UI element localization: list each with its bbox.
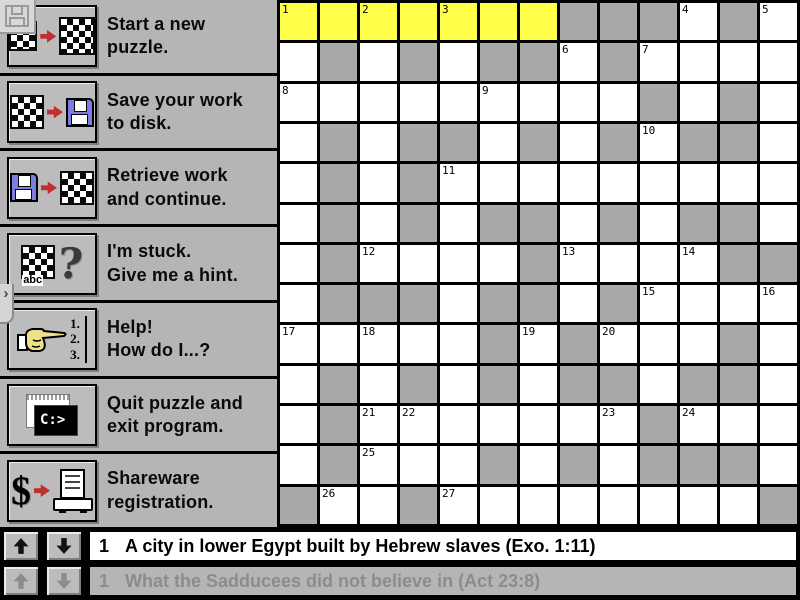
clue-number: 1 bbox=[99, 535, 110, 556]
grid-cell[interactable] bbox=[440, 366, 477, 403]
grid-cell[interactable] bbox=[440, 406, 477, 443]
quit-button[interactable] bbox=[7, 384, 97, 446]
grid-cell[interactable] bbox=[520, 164, 557, 201]
grid-cell[interactable] bbox=[280, 245, 317, 282]
blocked-cell bbox=[720, 205, 757, 242]
blocked-cell bbox=[640, 84, 677, 121]
grid-cell[interactable] bbox=[600, 446, 637, 483]
grid-cell[interactable] bbox=[760, 366, 797, 403]
grid-cell[interactable] bbox=[600, 325, 637, 362]
blocked-cell bbox=[280, 487, 317, 524]
grid-cell[interactable] bbox=[360, 43, 397, 80]
grid-cell[interactable] bbox=[680, 84, 717, 121]
grid-cell[interactable] bbox=[440, 446, 477, 483]
blocked-cell bbox=[520, 245, 557, 282]
crossword-grid-icon bbox=[60, 171, 94, 205]
blocked-cell bbox=[720, 3, 757, 40]
grid-cell[interactable] bbox=[360, 164, 397, 201]
grid-cell[interactable] bbox=[520, 406, 557, 443]
sidebar-item-shareware bbox=[0, 454, 277, 527]
grid-cell[interactable] bbox=[560, 84, 597, 121]
dollar-sign-icon: $ bbox=[11, 467, 31, 513]
blocked-cell bbox=[400, 205, 437, 242]
grid-cell[interactable] bbox=[400, 406, 437, 443]
corner-toolbar bbox=[0, 0, 36, 34]
sidebar-item-quit bbox=[0, 379, 277, 455]
floppy-disk-icon bbox=[10, 173, 38, 202]
cell-number: 12 bbox=[362, 244, 376, 258]
grid-cell[interactable] bbox=[680, 43, 717, 80]
blocked-cell bbox=[720, 325, 757, 362]
grid-cell[interactable] bbox=[400, 245, 437, 282]
grid-cell[interactable] bbox=[680, 487, 717, 524]
grid-cell[interactable] bbox=[640, 325, 677, 362]
cell-number: 18 bbox=[362, 325, 376, 339]
grid-cell[interactable] bbox=[440, 487, 477, 524]
grid-cell[interactable] bbox=[560, 487, 597, 524]
grid-cell[interactable] bbox=[360, 406, 397, 443]
blocked-cell bbox=[720, 446, 757, 483]
blocked-cell bbox=[560, 3, 597, 40]
clue-number: 1 bbox=[99, 570, 110, 591]
cell-number: 16 bbox=[762, 285, 776, 299]
sidebar-item-label: Shareware registration. bbox=[107, 468, 214, 512]
grid-cell[interactable] bbox=[640, 245, 677, 282]
grid-cell[interactable] bbox=[680, 164, 717, 201]
grid-cell[interactable] bbox=[760, 43, 797, 80]
sidebar-item-help bbox=[0, 303, 277, 379]
blocked-cell bbox=[760, 245, 797, 282]
grid-cell[interactable] bbox=[720, 285, 757, 322]
crossword-grid-icon bbox=[10, 95, 44, 129]
crossword-grid bbox=[277, 0, 800, 527]
blocked-cell bbox=[600, 124, 637, 161]
grid-cell[interactable] bbox=[480, 245, 517, 282]
clue-text: What the Sadducees did not believe in (Act 23:8) bbox=[125, 570, 541, 591]
sidebar-item-label: Quit puzzle and exit program. bbox=[107, 392, 243, 436]
grid-cell[interactable] bbox=[640, 205, 677, 242]
grid-cell[interactable] bbox=[640, 366, 677, 403]
hint-button[interactable] bbox=[7, 233, 97, 295]
grid-cell[interactable] bbox=[520, 487, 557, 524]
grid-cell[interactable] bbox=[760, 285, 797, 322]
grid-cell[interactable] bbox=[600, 84, 637, 121]
grid-cell[interactable] bbox=[360, 124, 397, 161]
clue-text: A city in lower Egypt built by Hebrew slaves (Exo. 1:11) bbox=[125, 535, 596, 556]
clue-bar bbox=[0, 527, 800, 600]
cell-number: 19 bbox=[522, 325, 536, 339]
grid-cell[interactable] bbox=[280, 406, 317, 443]
blocked-cell bbox=[640, 3, 677, 40]
numbered-list-icon: 1. 2. 3. bbox=[70, 316, 87, 363]
grid-cell[interactable] bbox=[480, 84, 517, 121]
cell-number: 4 bbox=[682, 3, 689, 16]
grid-cell[interactable] bbox=[280, 43, 317, 80]
grid-cell[interactable] bbox=[600, 406, 637, 443]
blocked-cell bbox=[600, 205, 637, 242]
grid-cell[interactable] bbox=[760, 325, 797, 362]
grid-cell[interactable] bbox=[520, 446, 557, 483]
blocked-cell bbox=[320, 124, 357, 161]
grid-cell[interactable] bbox=[320, 325, 357, 362]
blocked-cell bbox=[640, 406, 677, 443]
blocked-cell bbox=[320, 366, 357, 403]
grid-cell[interactable] bbox=[440, 245, 477, 282]
down-arrow-icon bbox=[56, 572, 73, 590]
blocked-cell bbox=[680, 366, 717, 403]
grid-cell[interactable] bbox=[720, 43, 757, 80]
grid-cell[interactable] bbox=[440, 164, 477, 201]
blocked-cell bbox=[400, 285, 437, 322]
cell-number: 5 bbox=[762, 3, 769, 16]
grid-cell[interactable] bbox=[360, 446, 397, 483]
cell-number: 10 bbox=[642, 123, 656, 137]
blocked-cell bbox=[600, 366, 637, 403]
grid-cell[interactable] bbox=[680, 285, 717, 322]
cell-number: 22 bbox=[402, 406, 416, 420]
sidebar-item-hint bbox=[0, 227, 277, 303]
blocked-cell bbox=[320, 43, 357, 80]
blocked-cell bbox=[320, 285, 357, 322]
grid-cell[interactable] bbox=[320, 3, 357, 40]
blocked-cell bbox=[400, 487, 437, 524]
blocked-cell bbox=[680, 446, 717, 483]
grid-cell[interactable] bbox=[640, 487, 677, 524]
grid-cell[interactable] bbox=[680, 406, 717, 443]
grid-cell[interactable] bbox=[600, 245, 637, 282]
grid-cell[interactable] bbox=[640, 164, 677, 201]
cell-number: 9 bbox=[482, 83, 489, 97]
slide-tab-handle[interactable] bbox=[0, 284, 14, 324]
grid-cell[interactable] bbox=[280, 164, 317, 201]
blocked-cell bbox=[760, 487, 797, 524]
grid-cell[interactable] bbox=[400, 325, 437, 362]
cell-number: 20 bbox=[602, 325, 616, 339]
blocked-cell bbox=[720, 84, 757, 121]
floppy-icon bbox=[5, 5, 29, 27]
grid-cell[interactable] bbox=[360, 366, 397, 403]
blocked-cell bbox=[320, 406, 357, 443]
grid-cell[interactable] bbox=[760, 124, 797, 161]
blocked-cell bbox=[320, 245, 357, 282]
save-work-button[interactable] bbox=[7, 81, 97, 143]
grid-cell[interactable] bbox=[560, 124, 597, 161]
grid-cell[interactable] bbox=[280, 325, 317, 362]
cell-number: 1 bbox=[282, 3, 289, 16]
blocked-cell bbox=[640, 446, 677, 483]
grid-cell[interactable] bbox=[600, 164, 637, 201]
grid-cell[interactable] bbox=[280, 285, 317, 322]
up-arrow-icon bbox=[13, 572, 30, 590]
sidebar-item-label: Start a new puzzle. bbox=[107, 13, 206, 58]
grid-cell[interactable] bbox=[280, 366, 317, 403]
sidebar-item-label: Help! How do I...? bbox=[107, 316, 211, 361]
cell-number: 11 bbox=[442, 164, 456, 178]
cell-number: 15 bbox=[642, 285, 656, 299]
floppy-disk-icon bbox=[66, 98, 94, 127]
cell-number: 3 bbox=[442, 3, 449, 16]
grid-cell[interactable] bbox=[680, 245, 717, 282]
red-arrow-icon bbox=[34, 483, 50, 498]
down-next-button[interactable] bbox=[45, 565, 83, 597]
across-next-button[interactable] bbox=[45, 530, 83, 562]
down-clue-row bbox=[2, 565, 798, 597]
blocked-cell bbox=[400, 164, 437, 201]
grid-cell[interactable] bbox=[760, 205, 797, 242]
grid-cell[interactable] bbox=[760, 84, 797, 121]
blocked-cell bbox=[480, 366, 517, 403]
grid-cell[interactable] bbox=[560, 406, 597, 443]
pointing-hand-icon bbox=[17, 322, 67, 356]
red-arrow-icon bbox=[41, 180, 57, 195]
cell-number: 6 bbox=[562, 43, 569, 57]
blocked-cell bbox=[360, 285, 397, 322]
grid-cell[interactable] bbox=[760, 3, 797, 40]
blocked-cell bbox=[520, 43, 557, 80]
grid-cell[interactable] bbox=[680, 3, 717, 40]
grid-cell[interactable] bbox=[320, 84, 357, 121]
cell-number: 2 bbox=[362, 3, 369, 16]
down-prev-button[interactable] bbox=[2, 565, 40, 597]
sidebar-item-label: Save your work to disk. bbox=[107, 89, 243, 134]
sidebar-item-label: I'm stuck. Give me a hint. bbox=[107, 241, 239, 285]
sidebar-item-retrieve-work bbox=[0, 151, 277, 227]
cell-number: 21 bbox=[362, 406, 376, 420]
blocked-cell bbox=[480, 205, 517, 242]
blocked-cell bbox=[320, 205, 357, 242]
across-clue-field[interactable] bbox=[88, 530, 798, 562]
sidebar-item-label: Retrieve work and continue. bbox=[107, 165, 228, 209]
blocked-cell bbox=[560, 366, 597, 403]
grid-cell[interactable] bbox=[320, 487, 357, 524]
grid-cell[interactable] bbox=[520, 84, 557, 121]
blocked-cell bbox=[400, 366, 437, 403]
cell-number: 23 bbox=[602, 406, 616, 420]
grid-cell[interactable] bbox=[760, 446, 797, 483]
red-arrow-icon bbox=[47, 105, 63, 120]
grid-cell[interactable] bbox=[280, 124, 317, 161]
grid-cell[interactable] bbox=[280, 84, 317, 121]
across-clue-row bbox=[2, 530, 798, 562]
blocked-cell bbox=[560, 446, 597, 483]
grid-cell[interactable] bbox=[280, 205, 317, 242]
shareware-registration-button[interactable] bbox=[7, 460, 97, 522]
grid-cell[interactable] bbox=[560, 285, 597, 322]
grid-cell[interactable] bbox=[400, 3, 437, 40]
cell-number: 25 bbox=[362, 446, 376, 460]
blocked-cell bbox=[480, 446, 517, 483]
grid-cell[interactable] bbox=[640, 285, 677, 322]
sidebar-item-start-new-puzzle bbox=[0, 0, 277, 76]
grid-cell[interactable] bbox=[360, 325, 397, 362]
blocked-cell bbox=[720, 124, 757, 161]
grid-cell[interactable] bbox=[760, 164, 797, 201]
grid-cell[interactable] bbox=[360, 245, 397, 282]
grid-cell[interactable] bbox=[520, 3, 557, 40]
grid-cell[interactable] bbox=[520, 366, 557, 403]
grid-cell[interactable] bbox=[440, 3, 477, 40]
blocked-cell bbox=[440, 124, 477, 161]
blocked-cell bbox=[400, 43, 437, 80]
blocked-cell bbox=[520, 124, 557, 161]
grid-cell[interactable] bbox=[440, 205, 477, 242]
grid-cell[interactable] bbox=[400, 84, 437, 121]
grid-cell[interactable] bbox=[720, 487, 757, 524]
grid-cell[interactable] bbox=[560, 205, 597, 242]
sidebar-item-save-work bbox=[0, 76, 277, 152]
grid-cell[interactable] bbox=[560, 43, 597, 80]
cell-number: 14 bbox=[682, 244, 696, 258]
blocked-cell bbox=[720, 245, 757, 282]
grid-cell[interactable] bbox=[360, 84, 397, 121]
question-mark-icon: ? bbox=[56, 238, 85, 288]
down-arrow-icon bbox=[56, 537, 73, 555]
red-arrow-icon bbox=[40, 29, 56, 44]
grid-cell[interactable] bbox=[640, 124, 677, 161]
blocked-cell bbox=[600, 43, 637, 80]
grid-cell[interactable] bbox=[560, 245, 597, 282]
grid-cell[interactable] bbox=[760, 406, 797, 443]
down-clue-field[interactable] bbox=[88, 565, 798, 597]
grid-cell[interactable] bbox=[680, 325, 717, 362]
grid-cell[interactable] bbox=[480, 406, 517, 443]
grid-cell[interactable] bbox=[280, 3, 317, 40]
cell-number: 17 bbox=[282, 325, 296, 339]
grid-cell[interactable] bbox=[440, 84, 477, 121]
blocked-cell bbox=[480, 43, 517, 80]
grid-cell[interactable] bbox=[640, 43, 677, 80]
help-button[interactable] bbox=[7, 308, 97, 370]
printer-icon bbox=[53, 469, 93, 513]
cell-number: 7 bbox=[642, 43, 649, 57]
grid-cell[interactable] bbox=[600, 487, 637, 524]
blocked-cell bbox=[480, 285, 517, 322]
grid-cell[interactable] bbox=[480, 487, 517, 524]
blocked-cell bbox=[600, 3, 637, 40]
cell-number: 24 bbox=[682, 406, 696, 420]
blocked-cell bbox=[320, 164, 357, 201]
cell-number: 26 bbox=[322, 486, 336, 500]
grid-cell[interactable] bbox=[360, 487, 397, 524]
blocked-cell bbox=[680, 124, 717, 161]
grid-cell[interactable] bbox=[440, 325, 477, 362]
blocked-cell bbox=[520, 205, 557, 242]
dos-prompt-icon: C:> bbox=[26, 394, 78, 436]
grid-cell[interactable] bbox=[720, 164, 757, 201]
abc-label: abc bbox=[23, 274, 43, 287]
grid-cell[interactable] bbox=[280, 446, 317, 483]
cell-number: 13 bbox=[562, 244, 576, 258]
grid-cell[interactable] bbox=[440, 43, 477, 80]
blocked-cell bbox=[560, 325, 597, 362]
chevron-right-icon: › bbox=[3, 285, 9, 302]
grid-cell[interactable] bbox=[560, 164, 597, 201]
blocked-cell bbox=[400, 124, 437, 161]
cell-number: 8 bbox=[282, 83, 289, 97]
cell-number: 27 bbox=[442, 486, 456, 500]
blocked-cell bbox=[320, 446, 357, 483]
across-prev-button[interactable] bbox=[2, 530, 40, 562]
grid-cell[interactable] bbox=[720, 406, 757, 443]
grid-cell[interactable] bbox=[400, 446, 437, 483]
grid-cell[interactable] bbox=[520, 325, 557, 362]
grid-cell[interactable] bbox=[480, 3, 517, 40]
grid-cell[interactable] bbox=[360, 205, 397, 242]
grid-cell[interactable] bbox=[440, 285, 477, 322]
up-arrow-icon bbox=[13, 537, 30, 555]
crossword-grid-icon bbox=[59, 17, 95, 55]
blocked-cell bbox=[680, 205, 717, 242]
blocked-cell bbox=[520, 285, 557, 322]
sidebar bbox=[0, 0, 277, 527]
blocked-cell bbox=[480, 325, 517, 362]
retrieve-work-button[interactable] bbox=[7, 157, 97, 219]
grid-cell[interactable] bbox=[480, 164, 517, 201]
blocked-cell bbox=[600, 285, 637, 322]
grid-cell[interactable] bbox=[480, 124, 517, 161]
grid-cell[interactable] bbox=[360, 3, 397, 40]
blocked-cell bbox=[720, 366, 757, 403]
